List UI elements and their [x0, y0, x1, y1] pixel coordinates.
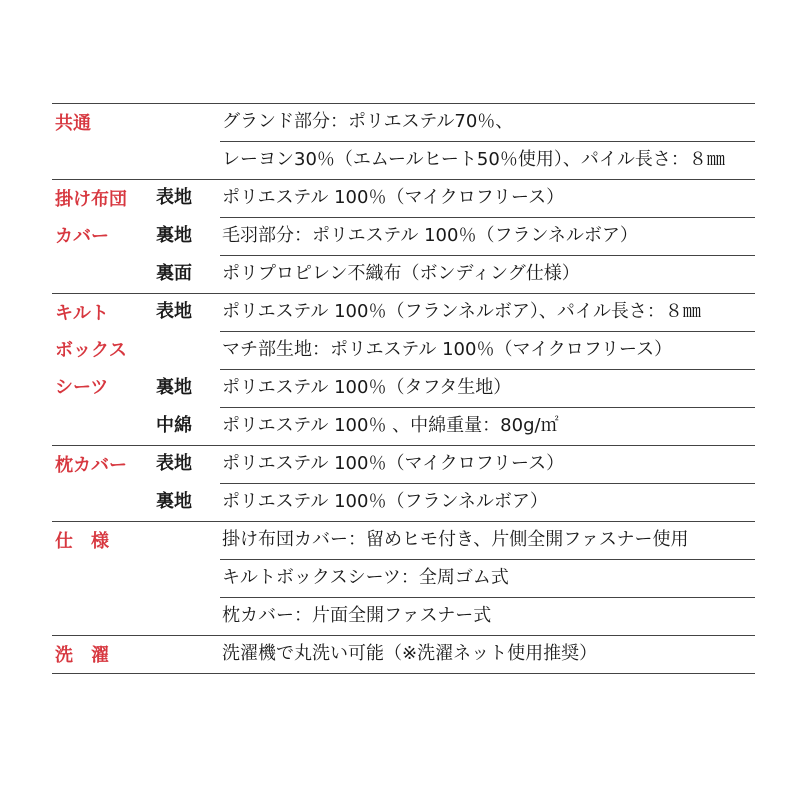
- spec-value: マチ部生地：ポリエステル 100％（マイクロフリース）: [222, 339, 673, 360]
- subcategory-label: 裏面: [156, 263, 192, 284]
- category-label: 掛け布団 カバー: [55, 189, 127, 247]
- spec-value: 洗濯機で丸洗い可能（※洗濯ネット使用推奨）: [222, 643, 598, 664]
- subcategory-label: 裏地: [156, 491, 192, 512]
- spec-value: キルトボックスシーツ：全周ゴム式: [222, 567, 509, 588]
- spec-value: 掛け布団カバー：留めヒモ付き、片側全開ファスナー使用: [222, 529, 689, 550]
- subcategory-label: 表地: [156, 301, 192, 322]
- spec-value: 毛羽部分：ポリエステル 100％（フランネルボア）: [222, 225, 638, 246]
- subcategory-label: 表地: [156, 187, 192, 208]
- spec-value: ポリエステル 100％（フランネルボア）: [222, 491, 548, 512]
- spec-value: ポリエステル 100％ 、中綿重量：80g/㎡: [222, 415, 559, 436]
- category-label: キルト ボックス シーツ: [55, 303, 127, 398]
- spec-value: ポリエステル 100％（マイクロフリース）: [222, 453, 565, 474]
- subcategory-label: 中綿: [156, 415, 192, 436]
- spec-value: レーヨン30％（エムールヒート50％使用）、パイル長さ：８㎜: [222, 149, 725, 170]
- category-label: 仕 様: [55, 531, 109, 552]
- spec-value: グランド部分：ポリエステル70％、: [222, 111, 514, 132]
- subcategory-label: 表地: [156, 453, 192, 474]
- spec-value: ポリエステル 100％（マイクロフリース）: [222, 187, 565, 208]
- spec-value: ポリプロピレン不織布（ボンディング仕様）: [222, 263, 580, 284]
- category-label: 洗 濯: [55, 645, 109, 666]
- section-divider: [52, 673, 755, 674]
- category-label: 共通: [55, 113, 91, 134]
- spec-value: 枕カバー：片面全開ファスナー式: [222, 605, 492, 626]
- spec-value: ポリエステル 100％（タフタ生地）: [222, 377, 512, 398]
- spec-value: ポリエステル 100％（フランネルボア）、パイル長さ：８㎜: [222, 301, 701, 322]
- subcategory-label: 裏地: [156, 377, 192, 398]
- subcategory-label: 裏地: [156, 225, 192, 246]
- category-label: 枕カバー: [55, 455, 127, 476]
